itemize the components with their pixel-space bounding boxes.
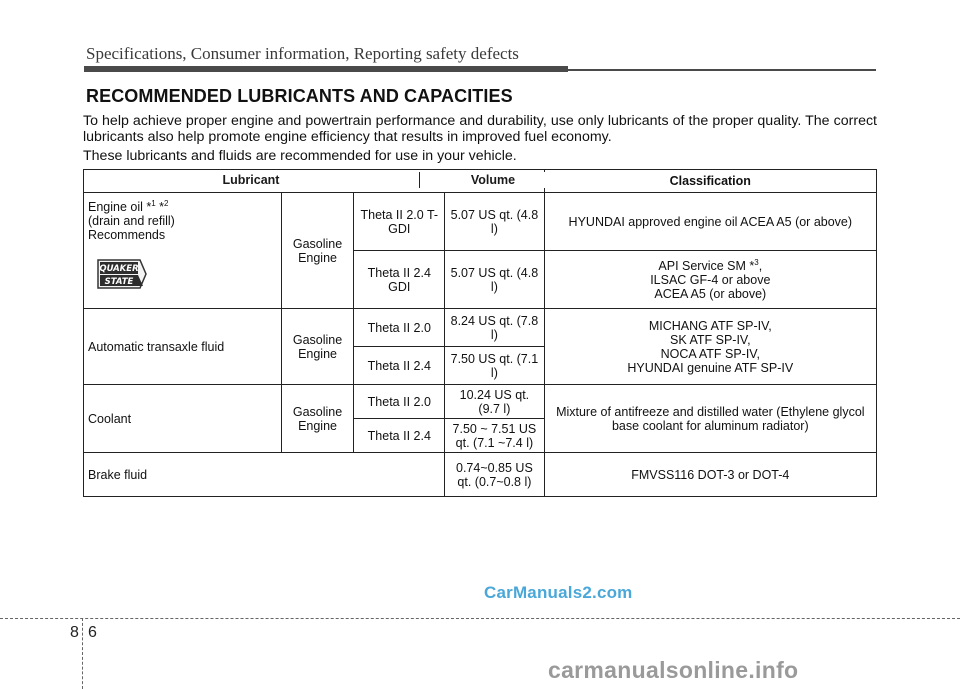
page-number: 6 [88, 624, 97, 641]
table-row [84, 309, 877, 347]
table-row [84, 453, 877, 497]
engine-oil-class-2-line1: API Service SM *$^3$, [658, 257, 763, 274]
engine-oil-class-2-line2: ILSAC GF-4 or above [650, 273, 771, 288]
header-classification: Classification [544, 170, 876, 193]
atf-class-line: HYUNDAI genuine ATF SP-IV [627, 360, 794, 375]
atf-lubricant: Automatic transaxle fluid [84, 309, 282, 385]
atf-class-line: MICHANG ATF SP-IV, [648, 318, 772, 333]
header-title: Specifications, Consumer information, Reporting safety defects [86, 44, 519, 63]
engine-oil-class-1: HYUNDAI approved engine oil ACEA A5 (or above) [544, 193, 876, 251]
engine-oil-drain: (drain and refill) [88, 214, 175, 229]
watermark-carmanuals2: CarManuals2.com [484, 583, 633, 602]
engine-oil-class-2 [544, 251, 876, 309]
header-rule-thin [568, 69, 876, 71]
section-title: RECOMMENDED LUBRICANTS AND CAPACITIES [86, 86, 513, 106]
coolant-lubricant: Coolant [84, 385, 282, 453]
engine-oil-lubricant-cell [84, 193, 282, 309]
atf-volume-1: 8.24 US qt. (7.8 l) [445, 309, 544, 347]
engine-oil-engine-1: Theta II 2.0 T-GDI [354, 193, 445, 251]
quaker-state-logo-icon [94, 254, 150, 294]
engine-oil-volume-2: 5.07 US qt. (4.8 l) [445, 251, 544, 309]
intro-paragraph: To help achieve proper engine and powertrain performance and durability, use only lubricants of the proper quality. The correct lubricants also help promote engine efficiency that results in improved fuel economy. [83, 113, 877, 145]
header-rule [84, 66, 568, 72]
coolant-engine-type: Gasoline Engine [281, 385, 354, 453]
coolant-volume-1: 10.24 US qt. (9.7 l) [445, 385, 544, 419]
engine-oil-class-2-line3: ACEA A5 (or above) [654, 287, 767, 302]
atf-class-line: SK ATF SP-IV, [670, 332, 751, 347]
engine-oil-recommends: Recommends [88, 228, 166, 243]
footer-divider [0, 618, 960, 619]
brake-volume: 0.74~0.85 US qt. (0.7~0.8 l) [445, 453, 544, 497]
page-chapter: 8 [70, 624, 79, 641]
svg-text:QUAKER: QUAKER [99, 264, 139, 275]
coolant-engine-2: Theta II 2.4 [354, 419, 445, 453]
engine-oil-engine-type: Gasoline Engine [281, 193, 354, 309]
coolant-classification: Mixture of antifreeze and distilled water (Ethylene glycol base coolant for aluminum radiator) [544, 385, 876, 453]
engine-oil-engine-2: Theta II 2.4 GDI [354, 251, 445, 309]
atf-engine-2: Theta II 2.4 [354, 347, 445, 385]
table-row [84, 385, 877, 419]
brake-classification: FMVSS116 DOT-3 or DOT-4 [544, 453, 876, 497]
header-volume: Volume [419, 172, 566, 188]
coolant-volume-2: 7.50 ~ 7.51 US qt. (7.1 ~7.4 l) [445, 419, 544, 453]
atf-volume-2: 7.50 US qt. (7.1 l) [445, 347, 544, 385]
atf-engine-1: Theta II 2.0 [354, 309, 445, 347]
engine-oil-volume-1: 5.07 US qt. (4.8 l) [445, 193, 544, 251]
intro-paragraph-2: These lubricants and fluids are recommended for use in your vehicle. [83, 148, 517, 164]
atf-class-line: NOCA ATF SP-IV, [660, 346, 760, 361]
footer-divider-vertical [82, 618, 83, 689]
engine-oil-label: Engine oil *$^1$ *$^2$ [88, 199, 169, 215]
table-row [84, 193, 877, 251]
svg-text:STATE: STATE [104, 277, 134, 288]
lubricants-table [83, 169, 877, 497]
brake-lubricant: Brake fluid [84, 453, 445, 497]
atf-classification [544, 309, 876, 385]
atf-engine-type: Gasoline Engine [281, 309, 354, 385]
coolant-engine-1: Theta II 2.0 [354, 385, 445, 419]
watermark-carmanualsonline: carmanualsonline.info [548, 657, 799, 683]
header-lubricant-mask: Lubricant [84, 170, 418, 190]
